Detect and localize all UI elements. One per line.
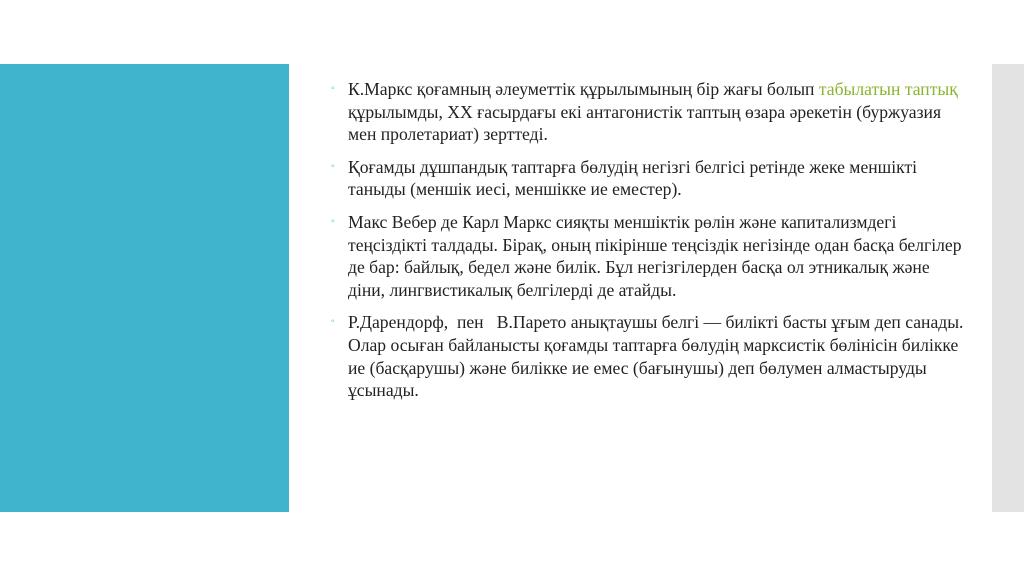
bullet-item-1 [330, 78, 970, 146]
bullet-1-text-after: құрылымды, ХХ ғасырдағы екі антагонистік таптың өзара әрекетін (буржуазия мен пролетариат) зерттеді. [348, 101, 942, 145]
bullet-1-highlight: табылатын таптық [818, 79, 958, 99]
bullet-4-text: Р.Дарендорф, пен В.Парето анықтаушы белгі — билікті басты ұғым деп санады. Олар осыған байланысты қоғамды таптарға бөлудің марксистік бөлінісін билікке ие (басқарушы) және билікке ие емес (бағынушы) деп бөлумен алмастыруды ұсынады. [348, 312, 968, 401]
bullet-item-2 [330, 156, 970, 201]
right-edge-strip [992, 64, 1024, 512]
bullet-marker-icon: ◦ [331, 215, 335, 227]
bullet-3-text: Макс Вебер де Карл Маркс сияқты меншіктік рөлін және капитализмдегі теңсіздікті талдады. Бірақ, оның пікірінше теңсіздік негізінде одан басқа белгілер де бар: байлық, бедел және билік. Бұл негізгілерден басқа ол этникалық және діни, лингвистикалық белгілерді де атайды. [348, 211, 962, 300]
bullet-marker-icon: ◦ [331, 160, 335, 172]
bullet-list [330, 78, 970, 412]
bullet-marker-icon: ◦ [331, 83, 335, 94]
bullet-1-text-before: К.Маркс қоғамның әлеуметтік құрылымының бір жағы болып [348, 79, 819, 99]
bullet-item-3 [330, 211, 970, 301]
accent-panel [0, 64, 289, 512]
bullet-marker-icon: ◦ [331, 316, 335, 328]
bullet-item-4 [330, 311, 970, 401]
bullet-2-text: Қоғамды дұшпандық таптарға бөлудің негізгі белгісі ретінде жеке меншікті таныды (меншік иесі, меншікке ие еместер). [348, 156, 917, 200]
